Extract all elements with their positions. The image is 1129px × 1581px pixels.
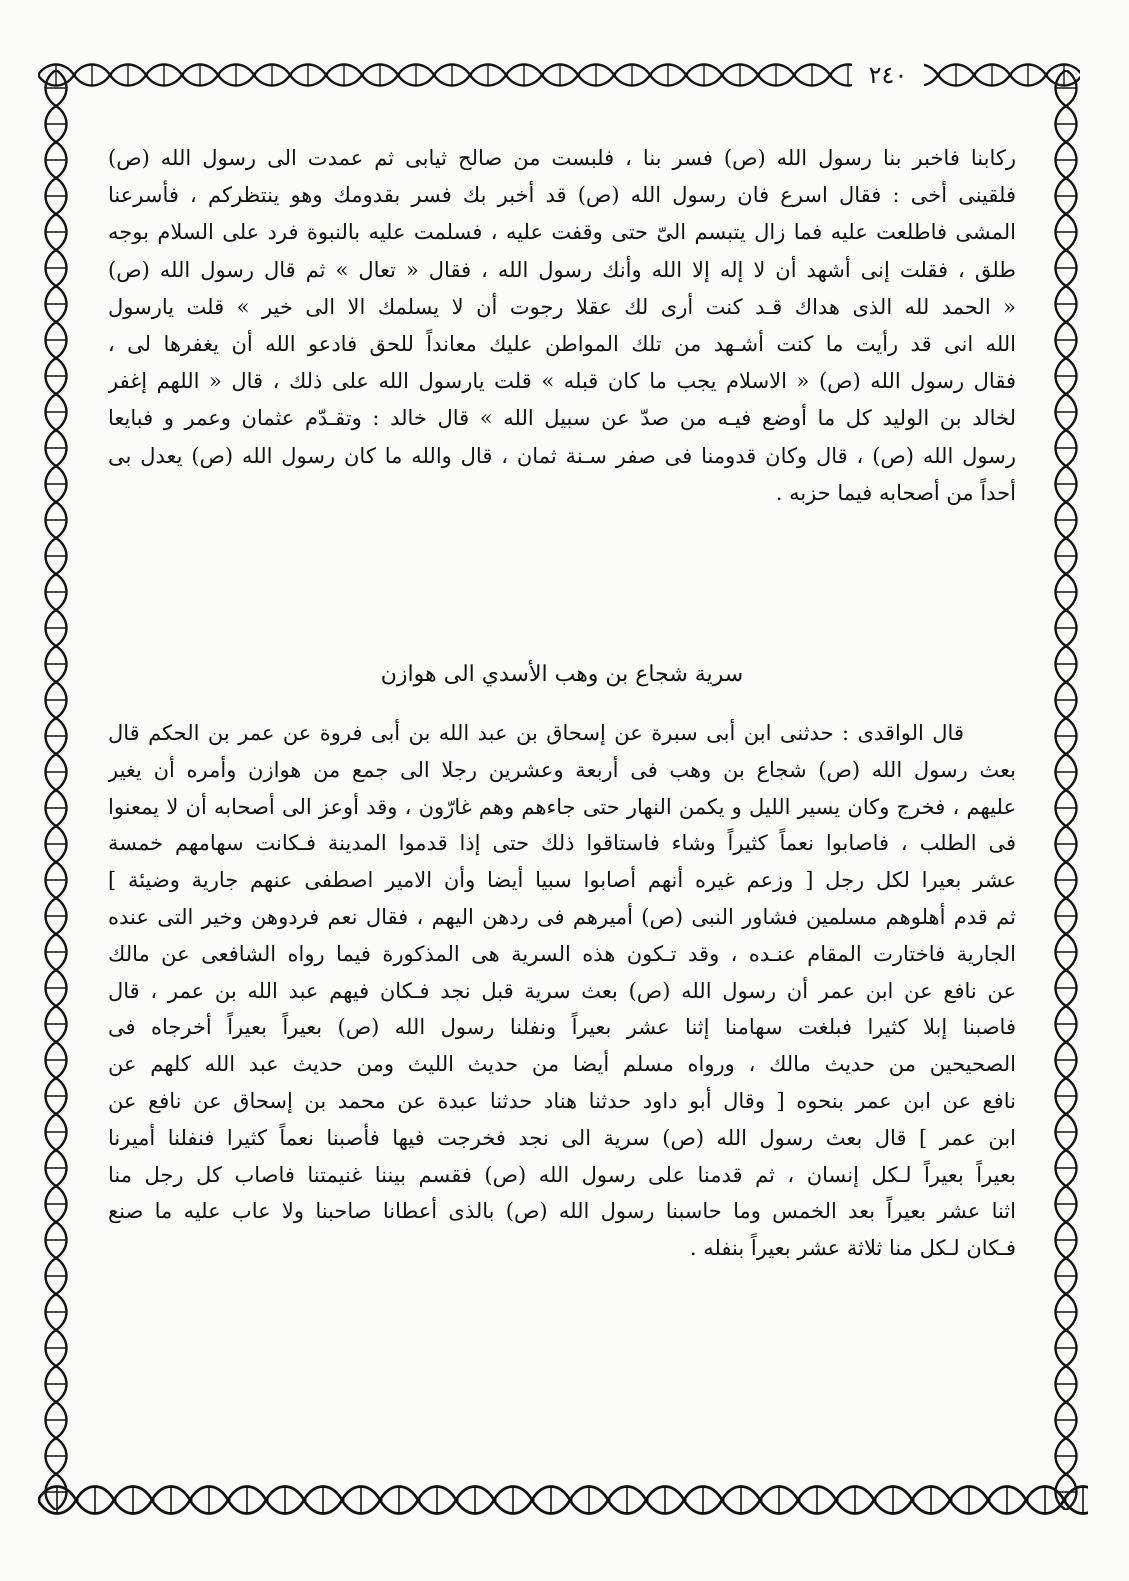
ornamental-border-right <box>1046 70 1086 1510</box>
text-line: عشر بعيرا لكل رجل [ وزعم غيره أنهم أصابوا سبيا أيضا وأن الامير اصطفى عنهم جارية وضيئة ] <box>108 868 1016 893</box>
text-line: أحداً من أصحابه فيما حزبه . <box>775 480 1016 505</box>
text-line: فـكان لـكل منا ثلاثة عشر بعيراً بنفله . <box>689 1236 1016 1261</box>
section-heading: سرية شجاع بن وهب الأسدي الى هوازن <box>380 662 744 687</box>
text-line: الجارية فاختارت المقام عنـده ، وقد تـكون هذه السرية هى المذكورة فيما رواه الشافعى عن مالك <box>108 941 1016 966</box>
text-line: لخالد بن الوليد كل ما أوضع فيـه من صدّ عن سبيل الله » قال خالد : وتقـدّم عثمان وعمر و فبايعا <box>108 406 1016 431</box>
text-line: قال الواقدى : حدثنى ابن أبى سبرة عن إسحاق بن عبد الله بن أبى فروة عن عمر بن الحكم قال <box>108 721 964 745</box>
text-line: فلقينى أخى : فقال اسرع فان رسول الله (ص) قد أخبر بك فسر بقدومك وهو ينتظركم ، فأسرعنا <box>108 183 1016 208</box>
text-line: الصحيحين من حديث مالك ، ورواه مسلم أيضا من حديث الليث ومن حديث عبد الله كلهم عن <box>108 1052 1016 1077</box>
text-line: ركابنا فاخبر بنا رسول الله (ص) فسر بنا ، فلبست من صالح ثيابى ثم عمدت الى رسول الله (ص) <box>108 146 1016 170</box>
text-line: فاصبنا إبلا كثيرا فبلغت سهامنا إثنا عشر بعيراً ونفلنا رسول الله (ص) بعيراً بعيراً أخرجاه فى <box>108 1015 1016 1040</box>
text-line: رسول الله (ص) ، قال وكان قدومنا فى صفر سـنة ثمان ، قال والله ما كان رسول الله (ص) يعدل بى <box>108 443 1016 468</box>
text-line: فقال رسول الله (ص) « الاسلام يجب ما كان قبله » قلت يارسول الله على ذلك ، قال « اللهم إغفر <box>108 369 1016 394</box>
ornamental-border-bottom <box>38 1478 1088 1522</box>
text-line: نافع عن ابن عمر بنحوه [ وقال أبو داود حدثنا هناد حدثنا عبدة عن محمد بن إسحاق عن نافع عن <box>108 1088 1016 1113</box>
paragraph-top <box>108 140 1016 512</box>
text-line: طلق ، فقلت إنى أشهد أن لا إله إلا الله وأنك رسول الله ، فقال « تعال » ثم قال رسول الله (ص) <box>108 257 1016 282</box>
ornamental-border-left <box>36 70 76 1510</box>
text-line: عليهم ، فخرج وكان يسير الليل و يكمن النهار حتى جاءهم وهم غارّون ، وقد أوعز الى أصحابه أن لا يمعنوا <box>108 794 1016 819</box>
paragraph-main <box>108 715 1016 1267</box>
text-line: عن نافع عن ابن عمر أن رسول الله (ص) بعث سرية قبل نجد فـكان فيهم عبد الله بن عمر ، قال <box>108 978 1016 1003</box>
text-line: الله انى قد رأيت ما كنت أشـهد من تلك المواطن عليك معانداً للحق فادعو الله أن يغفرها لى ، <box>108 331 1016 356</box>
text-line: اثنا عشر بعيراً بعد الخمس وما حاسبنا رسول الله (ص) بالذى أعطانا صاحبنا ولا عاب عليه ما صنع <box>108 1199 1016 1224</box>
text-line: ابن عمر ] قال بعث رسول الله (ص) سرية الى نجد فخرجت فيها فأصبنا نعماً كثيرا فنفلنا أميرنا <box>108 1125 1016 1150</box>
text-line: فى الطلب ، فاصابوا نعماً كثيراً وشاء فاستاقوا ذلك حتى إذا قدموا المدينة فـكانت سهامهم خمسة <box>108 831 1016 856</box>
text-line: ثم قدم أهلوهم مسلمين فشاور النبى (ص) أميرهم فى ردهن اليهم ، فقال نعم فردوهن وخير التى عنده <box>108 904 1016 929</box>
text-line: بعث رسول الله (ص) شجاع بن وهب فى أربعة وعشرين رجلا الى جمع من هوازن وأمره أن يغير <box>108 757 1016 782</box>
text-line: المشى فاطلعت عليه فما زال يتبسم الىّ حتى وقفت عليه ، فسلمت عليه بالنبوة فرد على السلام بوجه <box>108 220 1016 245</box>
text-line: « الحمد لله الذى هداك قـد كنت أرى لك عقلا رجوت أن لا يسلمك الا الى خير » قلت يارسول <box>108 294 1016 319</box>
page-number: ٢٤٠ <box>852 57 924 93</box>
text-line: بعيراً بعيراً لـكل إنسان ، ثم قدمنا على رسول الله (ص) فقسم بيننا غنيمتنا فاصاب كل رجل منا <box>108 1162 1016 1187</box>
